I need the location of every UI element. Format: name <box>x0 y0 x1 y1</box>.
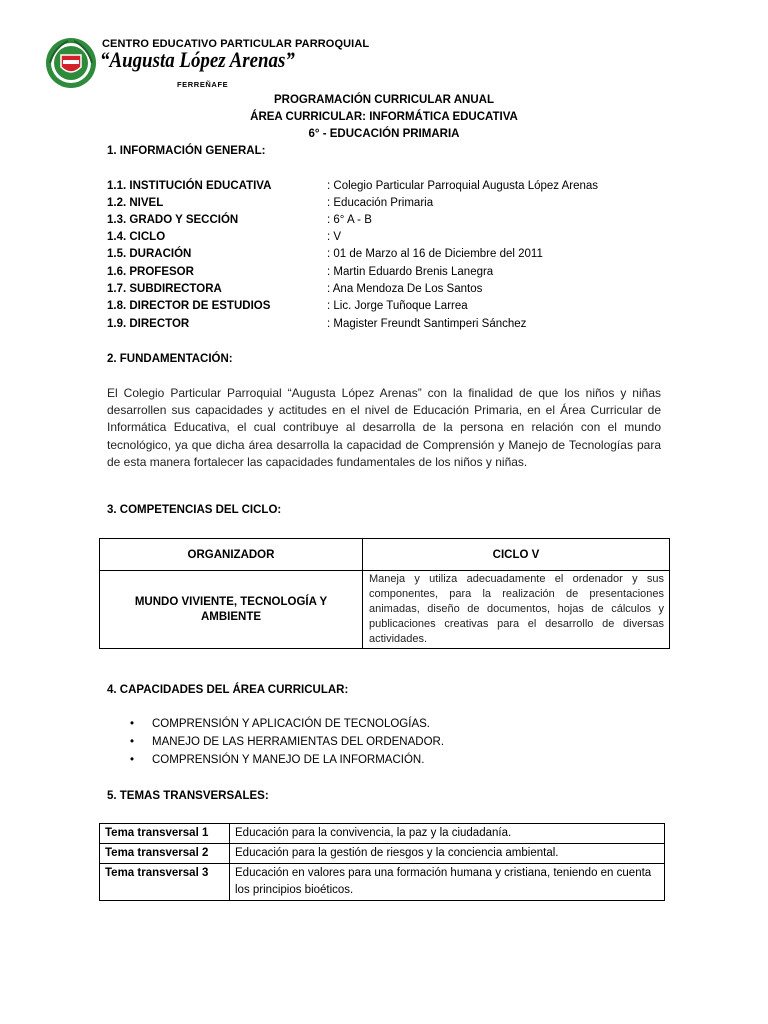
info-row <box>107 180 667 197</box>
info-row <box>107 248 667 265</box>
info-value: : 6° A - B <box>327 214 372 226</box>
school-top-text: CENTRO EDUCATIVO PARTICULAR PARROQUIAL <box>102 38 370 50</box>
info-row <box>107 231 667 248</box>
info-value: : 01 de Marzo al 16 de Diciembre del 2011 <box>327 248 543 260</box>
description-cell: Maneja y utiliza adecuadamente el ordenador y sus componentes, para la realización de presentaciones animadas, diseño de documentos, hojas de cálculos y publicaciones creativas para el desarrollo de diversas actividades. <box>363 571 670 649</box>
column-header-ciclo: CICLO V <box>363 539 670 571</box>
bullet-icon: • <box>130 736 135 748</box>
bullet-icon: • <box>130 754 135 766</box>
grade-title: 6° - EDUCACIÓN PRIMARIA <box>308 128 460 140</box>
info-label: 1.4. CICLO <box>107 231 166 243</box>
info-label: 1.3. GRADO Y SECCIÓN <box>107 214 239 226</box>
tema-value: Educación en valores para una formación humana y cristiana, teniendo en cuenta los principios bioéticos. <box>230 864 665 901</box>
list-item-text: MANEJO DE LAS HERRAMIENTAS DEL ORDENADOR. <box>152 736 445 748</box>
school-town: FERREÑAFE <box>177 80 229 89</box>
school-logo <box>44 36 370 92</box>
info-row <box>107 300 667 317</box>
info-row <box>107 197 667 214</box>
info-label: 1.1. INSTITUCIÓN EDUCATIVA <box>107 180 272 192</box>
info-value: : Colegio Particular Parroquial Augusta López Arenas <box>327 180 599 192</box>
info-value: : Ana Mendoza De Los Santos <box>327 283 483 295</box>
info-value: : Lic. Jorge Tuñoque Larrea <box>327 300 468 312</box>
table-row <box>100 824 665 844</box>
temas-transversales-table <box>99 823 665 901</box>
fundamentacion-paragraph: El Colegio Particular Parroquial “Augusta López Arenas” con la finalidad de que los niños y niñas desarrollen sus capacidades y actitudes en el nivel de Educación Primaria, en el Área Curricular de Informática Educativa, el cual contribuye al desarrolla de la persona en relación con el mundo tecnológico, ya que dicha área desarrolla la capacidad de Comprensión y Manejo de Tecnologías para de esta manera fortalecer las capacidades fundamentales de los niños y niñas. <box>107 386 661 469</box>
capacidades-list <box>130 718 444 772</box>
area-title: ÁREA CURRICULAR: INFORMÁTICA EDUCATIVA <box>250 111 518 123</box>
table-row <box>100 864 665 901</box>
tema-label: Tema transversal 3 <box>100 864 230 901</box>
section-5-heading: 5. TEMAS TRANSVERSALES: <box>107 790 269 802</box>
info-label: 1.8. DIRECTOR DE ESTUDIOS <box>107 300 271 312</box>
tema-label: Tema transversal 1 <box>100 824 230 844</box>
list-item-text: COMPRENSIÓN Y APLICACIÓN DE TECNOLOGÍAS. <box>152 718 430 730</box>
info-value: : Martin Eduardo Brenis Lanegra <box>327 266 494 278</box>
school-name: “Augusta López Arenas” <box>100 47 295 72</box>
info-label: 1.5. DURACIÓN <box>107 248 192 260</box>
section-3-heading: 3. COMPETENCIAS DEL CICLO: <box>107 504 282 516</box>
info-label: 1.9. DIRECTOR <box>107 318 190 330</box>
table-row <box>100 844 665 864</box>
info-row <box>107 214 667 231</box>
table-header-row <box>100 539 670 571</box>
document-title: PROGRAMACIÓN CURRICULAR ANUAL <box>274 94 494 106</box>
info-row <box>107 283 667 300</box>
info-value: : Educación Primaria <box>327 197 434 209</box>
column-header-organizador: ORGANIZADOR <box>100 539 363 571</box>
info-value: : V <box>327 231 342 243</box>
list-item <box>130 736 444 754</box>
info-label: 1.6. PROFESOR <box>107 266 194 278</box>
tema-value: Educación para la gestión de riesgos y la conciencia ambiental. <box>230 844 665 864</box>
bullet-icon: • <box>130 718 135 730</box>
list-item-text: COMPRENSIÓN Y MANEJO DE LA INFORMACIÓN. <box>152 754 425 766</box>
section-4-heading: 4. CAPACIDADES DEL ÁREA CURRICULAR: <box>107 684 349 696</box>
info-label: 1.2. NIVEL <box>107 197 164 209</box>
info-value: : Magister Freundt Santimperi Sánchez <box>327 318 527 330</box>
section-2-heading: 2. FUNDAMENTACIÓN: <box>107 353 233 365</box>
table-row <box>100 571 670 649</box>
tema-label: Tema transversal 2 <box>100 844 230 864</box>
list-item <box>130 754 444 772</box>
tema-value: Educación para la convivencia, la paz y la ciudadanía. <box>230 824 665 844</box>
section-1-heading: 1. INFORMACIÓN GENERAL: <box>107 145 266 157</box>
info-row <box>107 266 667 283</box>
organizer-cell: MUNDO VIVIENTE, TECNOLOGÍA Y AMBIENTE <box>100 571 363 649</box>
info-row <box>107 318 667 335</box>
list-item <box>130 718 444 736</box>
info-label: 1.7. SUBDIRECTORA <box>107 283 222 295</box>
competencias-table <box>99 538 670 649</box>
school-seal-icon <box>44 36 98 90</box>
